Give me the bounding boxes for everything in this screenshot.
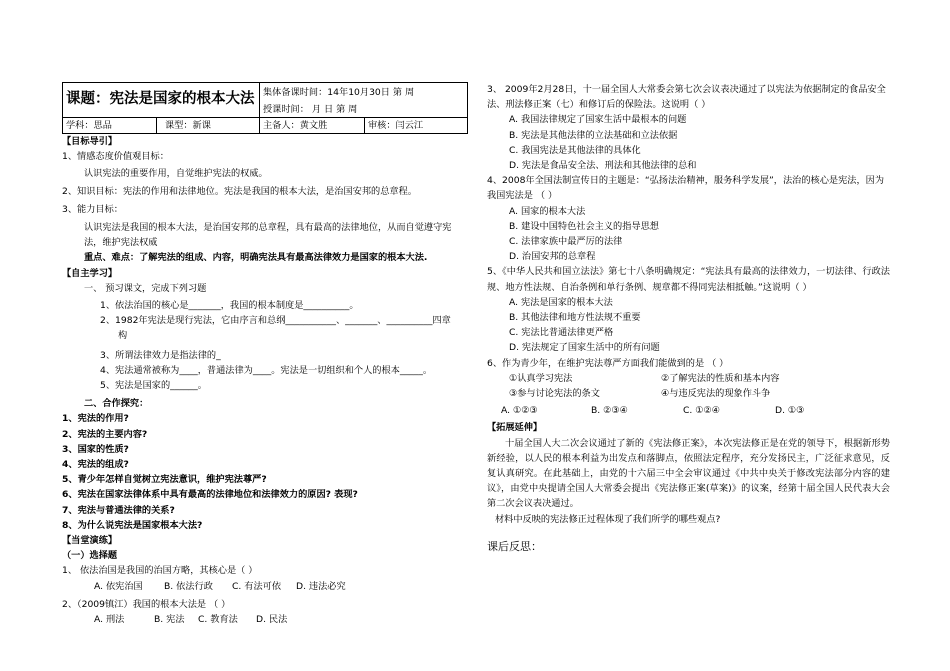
self-study-heading: 【自主学习】 — [62, 267, 118, 279]
key-points: 重点、难点：了解宪法的组成、内容，明确宪法具有最高法律效力是国家的根本大法. — [84, 252, 428, 264]
preparer: 主备人：黄文胜 — [260, 117, 365, 133]
extension-question: 材料中反映的宪法修正过程体现了我们所学的哪些观点? — [495, 513, 721, 525]
choice-4-option-a: A. 国家的根本大法 — [509, 205, 586, 217]
choice-1-option-b: B. 依法行政 — [164, 580, 213, 592]
choice-6-items-row1 — [487, 371, 890, 386]
choice-2-options — [62, 612, 480, 627]
choice-5-option-b: B. 其他法律和地方性法规不重要 — [509, 312, 641, 324]
reflection-label: 课后反思： — [487, 539, 542, 553]
extension-text: 十届全国人大二次会议通过了新的《宪法修正案》，本次宪法修正是在党的领导下，根据新形势新经验，以人民的根本利益为出发点和落脚点，依照法定程序，充分发扬民主，广泛征求意见，反复认真研究。在此基础上，由党的十六届三中全会审议通过《中共中央关于修改宪法部分内容的建议》，由党中央提请全国人大常委会提出《宪法修正案(草案)》的议案，经第十届全国人民代表大会第二次会议表决通过。 — [487, 437, 890, 510]
goal-2: 2、知识目标：宪法的作用和法律地位。宪法是我国的根本大法，是治国安邦的总章程。 — [62, 185, 417, 197]
exercise-2: 2、1982年宪法是现行宪法，它由序言和总纲___________、_______、__________四章 — [100, 315, 451, 327]
choice-3-option-c: C. 我国宪法是其他法律的具体化 — [509, 144, 641, 156]
right-column — [487, 82, 890, 554]
question-5: 5、青少年怎样自觉树立宪法意识，维护宪法尊严? — [62, 474, 267, 486]
reviewer: 审核：闫云江 — [365, 117, 468, 133]
prep-time: 集体备课时间：14年10月30日 第 周 — [260, 83, 468, 102]
teach-time: 授课时间： 月 日 第 周 — [260, 102, 468, 118]
exercise-5: 5、宪法是国家的______。 — [100, 379, 207, 391]
cooperative-heading: 二、合作探究： — [84, 398, 149, 410]
goal-3: 3、能力目标： — [62, 203, 123, 215]
choice-1: 1、 依法治国是我国的治国方略，其核心是（ ） — [62, 565, 258, 577]
choice-6-option-b: B. ②③④ — [591, 405, 628, 417]
choice-5-option-a: A. 宪法是国家的根本大法 — [509, 296, 613, 308]
extension-heading: 【拓展延伸】 — [487, 422, 543, 434]
choice-6-item-4: ④与违反宪法的现象作斗争 — [661, 388, 771, 400]
question-4: 4、宪法的组成? — [62, 458, 129, 470]
lesson-title: 课题：宪法是国家的根本大法 — [63, 83, 260, 118]
choice-6-option-c: C. ①②④ — [683, 405, 720, 417]
goal-3-text: 认识宪法是我国的根本大法，是治国安邦的总章程，具有最高的法律地位，从而自觉遵守宪法，维护宪法权威 — [84, 221, 452, 249]
goal-1: 1、情感态度价值观目标： — [62, 151, 169, 163]
question-7: 7、宪法与普通法律的关系? — [62, 504, 175, 516]
exercise-3: 3、所谓法律效力是指法律的_ — [100, 349, 221, 361]
choice-6-item-1: ①认真学习宪法 — [509, 372, 573, 384]
choice-5: 5、《中华人民共和国立法法》第七十八条明确规定：“宪法具有最高的法律效力，一切法律、行政法规、地方性法规、自治条例和单行条例、规章都不得同宪法相抵触。”这说明（ ） — [487, 266, 890, 293]
exercise-2-cont: 构 — [118, 330, 128, 342]
choice-4-option-c: C. 法律家族中最严厉的法律 — [509, 236, 623, 248]
choice-2: 2、（2009镇江）我国的根本大法是 （ ） — [62, 598, 231, 610]
choice-1-option-d: D. 违法必究 — [296, 580, 346, 592]
choice-6-item-2: ②了解宪法的性质和基本内容 — [661, 372, 780, 384]
choice-1-option-c: C. 有法可依 — [232, 580, 282, 592]
choice-3-option-d: D. 宪法是食品安全法、刑法和其他法律的总和 — [509, 160, 697, 172]
choice-2-option-a: A. 刑法 — [94, 614, 125, 625]
goals-heading: 【目标导引】 — [62, 135, 118, 147]
question-6: 6、宪法在国家法律体系中具有最高的法律地位和法律效力的原因? 表现? — [62, 489, 358, 501]
choice-4-option-d: D. 治国安邦的总章程 — [509, 251, 596, 263]
choice-4: 4、2008年全国法制宣传日的主题是：“弘扬法治精神，服务科学发展”，法治的核心是宪法，因为我国宪法是 （ ） — [487, 175, 885, 202]
choice-heading: （一）选择题 — [62, 550, 118, 562]
header-table — [62, 82, 468, 134]
choice-1-options — [62, 579, 480, 594]
goal-1-text: 认识宪法的重要作用，自觉维护宪法的权威。 — [84, 168, 268, 180]
question-1: 1、宪法的作用? — [62, 413, 129, 425]
left-column — [62, 82, 480, 627]
question-3: 3、国家的性质? — [62, 443, 129, 455]
question-8: 8、为什么说宪法是国家根本大法? — [62, 519, 203, 531]
choice-6-option-a: A. ①②③ — [501, 405, 538, 417]
choice-2-option-b: B. 宪法 — [154, 614, 185, 625]
choice-1-option-a: A. 依宪治国 — [94, 580, 143, 592]
choice-4-option-b: B. 建设中国特色社会主义的指导思想 — [509, 220, 659, 232]
choice-6-options — [487, 403, 890, 418]
choice-5-option-c: C. 宪法比普通法律更严格 — [509, 327, 614, 339]
choice-2-option-d: D. 民法 — [256, 614, 288, 625]
subject: 学科：思品 — [63, 118, 157, 133]
choice-6-option-d: D. ①③ — [775, 405, 805, 417]
self-study-part1: 一、 预习课文，完成下列习题 — [84, 282, 207, 294]
exercise-4: 4、宪法通常被称为____，普通法律为____。宪法是一切组织和个人的根本_____。 — [100, 364, 433, 376]
choice-3: 3、 2009年2月28日，十一届全国人大常委会第七次会议表决通过了以宪法为依据制定的食品安全法、刑法修正案（七）和修订后的保险法。这说明（ ） — [487, 84, 886, 111]
exercise-1: 1、依法治国的核心是_______，我国的根本制度是__________。 — [100, 299, 359, 311]
choice-5-option-d: D. 宪法规定了国家生活中的所有问题 — [509, 342, 660, 354]
choice-6-item-3: ③参与讨论宪法的条文 — [509, 388, 600, 400]
choice-6-items-row2 — [487, 386, 890, 401]
choice-3-option-b: B. 宪法是其他法律的立法基础和立法依据 — [509, 129, 678, 141]
choice-6: 6、作为青少年，在维护宪法尊严方面我们能做到的是 （ ） — [487, 357, 729, 369]
lesson-type: 课型：新课 — [165, 119, 211, 131]
choice-2-option-c: C. 教育法 — [198, 614, 238, 625]
question-2: 2、宪法的主要内容? — [62, 428, 148, 440]
choice-3-option-a: A. 我国法律规定了国家生活中最根本的问题 — [509, 114, 687, 126]
practice-heading: 【当堂演练】 — [62, 534, 118, 546]
